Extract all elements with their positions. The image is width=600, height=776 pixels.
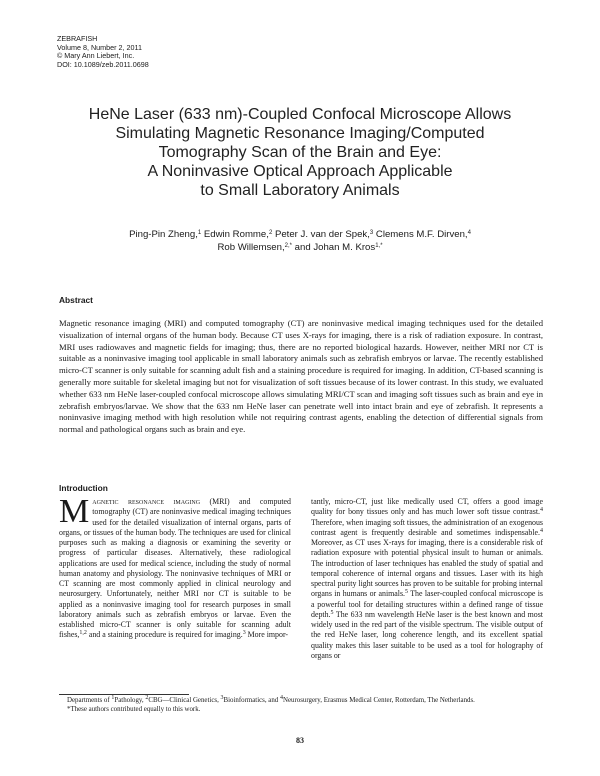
title-line: A Noninvasive Optical Approach Applicable bbox=[147, 163, 453, 180]
footnote-text: Neurosurgery, Erasmus Medical Center, Rotterdam, The Netherlands. bbox=[282, 697, 475, 704]
equal-contribution-footnote: *These authors contributed equally to this work. bbox=[67, 705, 201, 713]
drop-cap: M bbox=[59, 493, 90, 530]
author-affiliation: 4 bbox=[467, 230, 471, 236]
footnote-sup: 2 bbox=[145, 695, 149, 701]
body-text: and a staining procedure is required for imaging. bbox=[86, 630, 243, 640]
footnote-sup: 4 bbox=[279, 695, 283, 701]
footnote-text: Bioinformatics, and bbox=[223, 697, 280, 704]
body-text: More impor- bbox=[245, 630, 289, 640]
body-text: (MRI) and computed tomography (CT) are noninvasive medical imaging techniques used for the detailed visualization of internal organs, parts of organs, or tissues of the human body. The techniques are used for clinical purposes such as making a diagnosis or examining the severity or progress of particular diseases. Alternatively, these radiological applications are used for medical science, including the study of normal human anatomy and physiology. The noninvasive techniques of MRI or CT scanning are most commonly applied in clinical neurology and neurosurgery. Unfortunately, neither MRI nor CT is suitable to be applied as a noninvasive imaging tool for research purposes in small laboratory animals such as zebrafish embryos or larvae. Even the established micro-CT scanner is only suitable for scanning adult fishes, bbox=[59, 497, 291, 640]
abstract-text: Magnetic resonance imaging (MRI) and computed tomography (CT) are noninvasive medical imaging techniques used for the detailed visualization of internal organs of the human body. Because CT uses X-rays for imaging, there is a risk of radiation exposure. In contrast, MRI uses radiowaves and magnetic fields for imaging; thus, there are no reported biological hazards. However, neither MRI nor CT is suitable as a noninvasive imaging tool applicable in small laboratory animals such as zebrafish embryos or larvae. The recently established micro-CT scanner is only suitable for scanning adult fish and a staining procedure is required for imaging. In addition, CT-based scanning is generally more suitable for skeletal imaging but not for visualization of soft tissues because of its lower contrast. In this study, we evaluated whether 633 nm HeNe laser-coupled confocal microscope allows simulating MRI/CT scan and imaging soft tissues such as brain and eye in zebrafish embryos/larvae. We show that the 633 nm HeNe laser can penetrate well into intact brain and eye of zebrafish. It represents a noninvasive imaging method with high resolution while not requiring contrast agents, enabling the detection of differential signals from normal and pathological organs such as brain and eye. bbox=[59, 318, 543, 435]
author-name: and Johan M. Kros bbox=[291, 241, 376, 253]
lead-smallcaps: agnetic resonance imaging bbox=[92, 497, 201, 506]
journal-name: ZEBRAFISH bbox=[57, 34, 98, 43]
footnote-text: Departments of bbox=[67, 697, 112, 704]
author-name: Peter J. van der Spek, bbox=[272, 229, 370, 240]
introduction-heading: Introduction bbox=[59, 483, 108, 493]
citation: 3 bbox=[242, 630, 246, 637]
journal-header bbox=[57, 35, 317, 69]
footnote-sup: 1 bbox=[111, 695, 115, 701]
title-line: HeNe Laser (633 nm)-Coupled Confocal Microscope Allows bbox=[88, 106, 512, 123]
text-column-right bbox=[311, 497, 543, 661]
footnote-text: Pathology, bbox=[114, 697, 146, 704]
footnote-sup: 3 bbox=[220, 695, 224, 701]
author-affiliation: 1,* bbox=[375, 242, 383, 249]
title-line: Tomography Scan of the Brain and Eye: bbox=[158, 144, 442, 161]
body-text: Therefore, when imaging soft tissues, the administration of an exogenous contrast agent is frequently desirable and sometimes indispensable. bbox=[311, 517, 543, 537]
page-number: 83 bbox=[296, 736, 304, 745]
affiliation-footnote bbox=[59, 697, 543, 706]
title-line: Simulating Magnetic Resonance Imaging/Computed bbox=[115, 125, 485, 142]
abstract-heading: Abstract bbox=[59, 295, 93, 305]
author-list bbox=[70, 229, 530, 254]
journal-volume: Volume 8, Number 2, 2011 bbox=[57, 42, 142, 52]
citation: 5 bbox=[330, 609, 334, 616]
text-column-left bbox=[59, 493, 291, 641]
author-line bbox=[70, 229, 530, 242]
journal-doi: DOI: 10.1089/zeb.2011.0698 bbox=[57, 59, 149, 69]
body-text: The laser-coupled confocal microscope is a powerful tool for detailing structures within a defined range of tissue depth. bbox=[311, 589, 543, 619]
citation: 1,2 bbox=[79, 630, 87, 637]
body-text: tantly, micro-CT, just like medically used CT, offers a good image quality for bony tissues only and has much lower soft tissue contrast. bbox=[311, 497, 543, 517]
author-name: Edwin Romme, bbox=[201, 229, 269, 240]
title-line: to Small Laboratory Animals bbox=[200, 182, 400, 199]
footnote-text: CBG—Clinical Genetics, bbox=[148, 697, 221, 704]
body-text: Moreover, as CT uses X-rays for imaging, there is a considerable risk of radiation exposure with potential physical insult to human or animals. The introduction of laser techniques has enabled the study of spatial and temporal coherence of internal organs and tissues. Laser with its high spectral purity light sources has proven to be suitable for probing internal organs in humans or animals. bbox=[311, 538, 543, 599]
author-line bbox=[70, 242, 530, 255]
author-name: Clemens M.F. Dirven, bbox=[373, 229, 468, 240]
author-affiliation: 1 bbox=[197, 230, 202, 236]
author-name: Ping-Pin Zheng, bbox=[129, 229, 198, 240]
citation: 5 bbox=[405, 589, 409, 596]
footnotes bbox=[59, 697, 543, 714]
author-name: Rob Willemsen, bbox=[217, 241, 285, 253]
journal-copyright: © Mary Ann Liebert, Inc. bbox=[57, 51, 135, 61]
citation: 4 bbox=[540, 507, 543, 514]
body-text: The 633 nm wavelength HeNe laser is the best known and most widely used in the red part of the visible spectrum. The visible output of the red HeNe laser, long coherence length, and its excellent spatial quality makes this laser suitable to be used as a tool for holography of organs or bbox=[311, 609, 543, 660]
citation: 4 bbox=[540, 527, 543, 534]
author-affiliation: 2 bbox=[268, 230, 273, 236]
author-affiliation: 3 bbox=[369, 230, 374, 236]
author-affiliation: 2,* bbox=[284, 242, 292, 249]
footnote-divider bbox=[59, 694, 189, 695]
article-title bbox=[40, 105, 560, 200]
